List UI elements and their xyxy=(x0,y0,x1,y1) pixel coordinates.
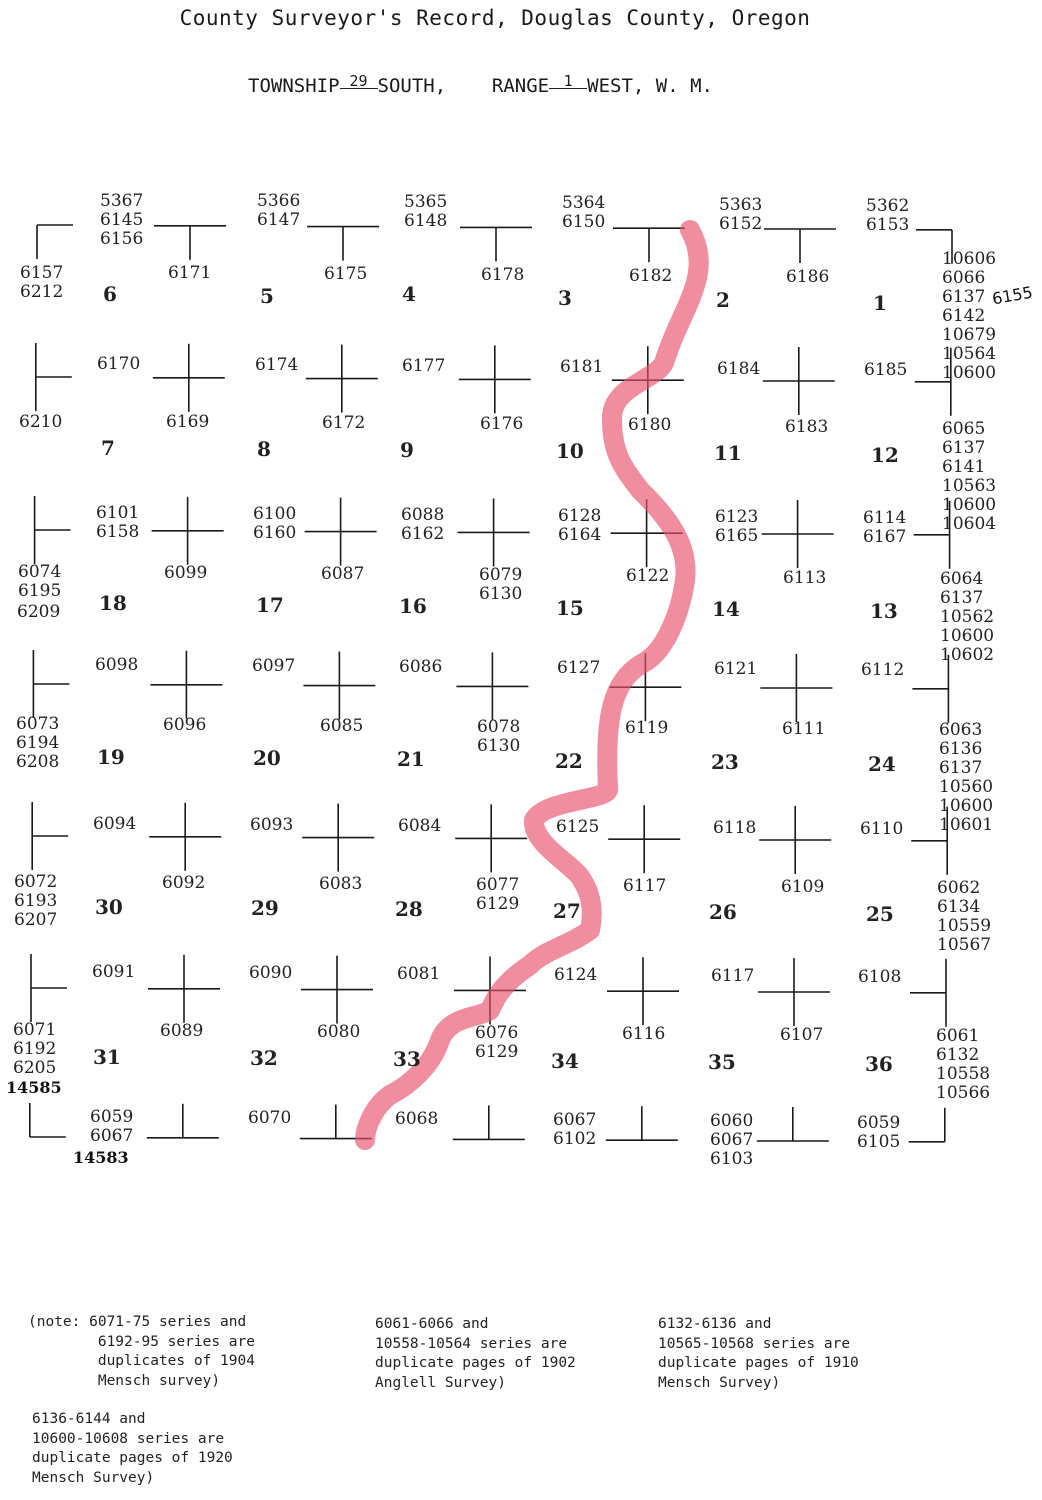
corner-page-numbers: 6060 6067 6103 xyxy=(710,1111,754,1169)
section-number: 10 xyxy=(556,439,584,463)
section-number: 23 xyxy=(711,750,739,774)
section-number: 30 xyxy=(95,895,123,919)
corner-page-numbers: 6178 xyxy=(481,265,525,285)
corner-page-numbers: 6099 xyxy=(164,563,208,583)
section-number: 31 xyxy=(93,1045,121,1069)
footnote-3: 6132-6136 and 10565-10568 series are duplicate pages of 1910 Mensch Survey) xyxy=(658,1316,859,1391)
corner-page-numbers: 6094 xyxy=(93,814,137,834)
section-number: 2 xyxy=(716,288,730,312)
corner-page-numbers: 6182 xyxy=(629,266,673,286)
corner-page-numbers: 6078 6130 xyxy=(477,717,521,756)
corner-page-numbers: 6062 6134 10559 10567 xyxy=(937,878,992,955)
corner-page-numbers: 6083 xyxy=(319,874,363,894)
corner-page-numbers: 6107 xyxy=(780,1025,824,1045)
section-number: 36 xyxy=(865,1052,893,1076)
corner-page-numbers: 6071 6192 6205 xyxy=(13,1020,57,1078)
corner-page-numbers: 6085 xyxy=(320,716,364,736)
section-number: 8 xyxy=(257,437,271,461)
section-number: 4 xyxy=(402,282,416,306)
corner-page-numbers: 6177 xyxy=(402,356,446,376)
corner-page-numbers: 6074 6195 xyxy=(18,562,62,601)
section-number: 11 xyxy=(714,441,742,465)
footnote-2: 6061-6066 and 10558-10564 series are duplicate pages of 1902 Anglell Survey) xyxy=(375,1316,576,1391)
corner-page-numbers: 6097 xyxy=(252,656,296,676)
corner-page-numbers: 6125 xyxy=(556,817,600,837)
corner-page-numbers: 6079 6130 xyxy=(479,565,523,604)
corner-page-numbers: 6210 xyxy=(19,412,63,432)
section-number: 1 xyxy=(873,291,887,315)
corner-page-numbers: 6092 xyxy=(162,873,206,893)
corner-page-numbers: 6157 6212 xyxy=(20,263,64,302)
corner-page-numbers: 6076 6129 xyxy=(475,1023,519,1062)
corner-page-numbers: 6089 xyxy=(160,1021,204,1041)
corner-page-numbers: 6059 6105 xyxy=(857,1113,901,1152)
section-number: 9 xyxy=(400,438,414,462)
range-number: 1 xyxy=(549,74,587,89)
footnote-4: 6136-6144 and 10600-10608 series are duplicate pages of 1920 Mensch Survey) xyxy=(32,1411,233,1486)
corner-page-numbers: 6063 6136 6137 10560 10600 10601 xyxy=(939,720,994,835)
corner-page-numbers: 6084 xyxy=(398,816,442,836)
corner-page-numbers: 6117 xyxy=(623,876,667,896)
section-number: 6 xyxy=(103,282,117,306)
section-number: 24 xyxy=(868,752,896,776)
corner-page-numbers: 6109 xyxy=(781,877,825,897)
corner-page-numbers: 6061 6132 10558 10566 xyxy=(936,1026,991,1103)
corner-page-numbers: 6108 xyxy=(858,967,902,987)
section-number: 33 xyxy=(393,1047,421,1071)
corner-page-numbers: 5365 6148 xyxy=(404,192,448,231)
corner-page-numbers: 6080 xyxy=(317,1022,361,1042)
section-number: 13 xyxy=(870,599,898,623)
corner-page-numbers: 10606 6066 6137 6142 10679 10564 10600 xyxy=(942,249,997,383)
corner-page-numbers: 6077 6129 xyxy=(476,875,520,914)
corner-page-numbers: 6117 xyxy=(711,966,755,986)
section-number: 20 xyxy=(253,746,281,770)
range-suffix: WEST, W. M. xyxy=(587,75,713,97)
corner-page-numbers: 5366 6147 xyxy=(257,191,301,230)
corner-page-numbers: 6128 6164 xyxy=(558,506,602,545)
corner-page-numbers: 6073 6194 6208 xyxy=(16,714,60,772)
section-number: 17 xyxy=(256,593,284,617)
corner-page-numbers: 6121 xyxy=(714,659,758,679)
section-number: 35 xyxy=(708,1050,736,1074)
township-suffix: SOUTH, xyxy=(377,75,447,97)
corner-page-numbers: 6096 xyxy=(163,715,207,735)
section-number: 32 xyxy=(250,1046,278,1070)
section-number: 25 xyxy=(866,902,894,926)
corner-page-numbers: 6111 xyxy=(782,719,826,739)
corner-page-numbers: 6064 6137 10562 10600 10602 xyxy=(940,569,995,665)
corner-page-numbers: 6086 xyxy=(399,657,443,677)
corner-page-numbers: 6171 xyxy=(168,263,212,283)
handwritten-note-6155: 6155 xyxy=(990,282,1035,309)
corner-page-numbers: 6124 xyxy=(554,965,598,985)
corner-page-numbers: 6118 xyxy=(713,818,757,838)
corner-page-numbers: 6127 xyxy=(557,658,601,678)
corner-page-numbers: 6176 xyxy=(480,414,524,434)
corner-page-numbers: 6174 xyxy=(255,355,299,375)
corner-page-numbers: 6070 xyxy=(248,1108,292,1128)
corner-page-numbers: 6110 xyxy=(860,819,904,839)
corner-page-numbers: 6185 xyxy=(864,360,908,380)
section-number: 21 xyxy=(397,747,425,771)
document-title: County Surveyor's Record, Douglas County, Oregon xyxy=(179,6,811,30)
corner-page-numbers: 6059 6067 xyxy=(90,1107,134,1146)
section-number: 12 xyxy=(871,443,899,467)
corner-page-numbers: 6065 6137 6141 10563 10600 10604 xyxy=(942,419,997,534)
section-number: 16 xyxy=(399,594,427,618)
township-prefix: TOWNSHIP xyxy=(248,75,340,97)
corner-page-numbers: 6172 xyxy=(322,413,366,433)
corner-page-numbers: 6068 xyxy=(395,1109,439,1129)
corner-page-numbers: 6183 xyxy=(785,417,829,437)
section-number: 26 xyxy=(709,900,737,924)
corner-page-numbers: 6116 xyxy=(622,1024,666,1044)
corner-page-numbers: 5362 6153 xyxy=(866,196,910,235)
corner-page-numbers: 6123 6165 xyxy=(715,507,759,546)
section-number: 7 xyxy=(101,436,115,460)
corner-page-numbers: 6209 xyxy=(17,602,61,622)
corner-page-numbers: 5364 6150 xyxy=(562,193,606,232)
corner-page-numbers: 6113 xyxy=(783,568,827,588)
township-number: 29 xyxy=(340,74,378,89)
corner-page-numbers: 6119 xyxy=(625,718,669,738)
corner-page-numbers: 5367 6145 6156 xyxy=(100,191,144,249)
corner-page-numbers: 6093 xyxy=(250,815,294,835)
corner-page-numbers: 6169 xyxy=(166,412,210,432)
corner-page-numbers: 6175 xyxy=(324,264,368,284)
section-number: 3 xyxy=(558,286,572,310)
corner-page-numbers: 6180 xyxy=(628,415,672,435)
handwritten-note-14583: 14583 xyxy=(73,1148,129,1167)
section-number: 27 xyxy=(553,899,581,923)
footnote-1: (note: 6071-75 series and 6192-95 series are duplicates of 1904 Mensch survey) xyxy=(28,1314,255,1389)
section-number: 5 xyxy=(260,284,274,308)
corner-page-numbers: 6112 xyxy=(861,660,905,680)
corner-page-numbers: 6091 xyxy=(92,962,136,982)
corner-page-numbers: 6090 xyxy=(249,963,293,983)
corner-page-numbers: 6100 6160 xyxy=(253,504,297,543)
handwritten-note-14585: 14585 xyxy=(6,1078,62,1097)
section-number: 34 xyxy=(551,1049,579,1073)
section-number: 29 xyxy=(251,896,279,920)
corner-page-numbers: 6170 xyxy=(97,354,141,374)
section-number: 15 xyxy=(556,596,584,620)
corner-page-numbers: 6087 xyxy=(321,564,365,584)
corner-page-numbers: 6186 xyxy=(786,267,830,287)
section-number: 28 xyxy=(395,897,423,921)
corner-page-numbers: 6081 xyxy=(397,964,441,984)
corner-page-numbers: 6184 xyxy=(717,359,761,379)
corner-page-numbers: 6098 xyxy=(95,655,139,675)
section-number: 19 xyxy=(97,745,125,769)
corner-page-numbers: 6101 6158 xyxy=(96,503,140,542)
corner-page-numbers: 6181 xyxy=(560,357,604,377)
corner-page-numbers: 5363 6152 xyxy=(719,195,763,234)
corner-page-numbers: 6088 6162 xyxy=(401,505,445,544)
section-number: 14 xyxy=(712,597,740,621)
corner-page-numbers: 6122 xyxy=(626,566,670,586)
corner-page-numbers: 6072 6193 6207 xyxy=(14,872,58,930)
corner-page-numbers: 6114 6167 xyxy=(863,508,907,547)
section-number: 18 xyxy=(99,591,127,615)
corner-page-numbers: 6067 6102 xyxy=(553,1110,597,1149)
section-number: 22 xyxy=(555,749,583,773)
range-prefix: RANGE xyxy=(491,75,550,97)
